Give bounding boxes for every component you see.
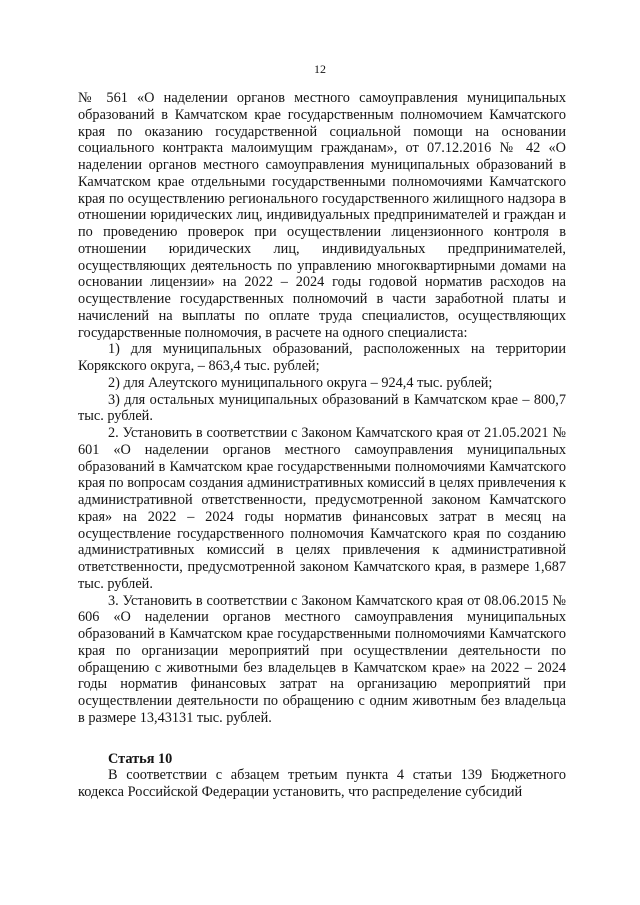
document-body — [78, 90, 566, 801]
list-item-koryak: 1) для муниципальных образований, расположенных на территории Корякского округа, – 863,4 тыс. рублей; — [78, 341, 566, 374]
paragraph-continuation: № 561 «О наделении органов местного самоуправления муниципальных образований в Камчатском крае государственным полномочием Камчатского края по оказанию государственной социальной помощи на основании социального контракта малоимущим гражданам», от 07.12.2016 № 42 «О наделении органов местного самоуправления муниципальных образований в Камчатском крае отдельными государственными полномочиями Камчатского края по осуществлению регионального государственного жилищного надзора в отношении юридических лиц, индивидуальных предпринимателей и граждан и по проведению проверок при осуществлении лицензионного контроля в отношении юридических лиц, индивидуальных предпринимателей, осуществляющих деятельность по управлению многоквартирными домами на основании лицензии» на 2022 – 2024 годы годовой норматив расходов на осуществление государственных полномочий в части заработной платы и начислений на выплаты по оплате труда специалистов, осуществляющих государственные полномочия, в расчете на одного специалиста: — [78, 90, 566, 341]
page-number: 12 — [314, 62, 326, 76]
article-heading: Статья 10 — [108, 750, 173, 767]
list-item-aleut: 2) для Алеутского муниципального округа – 924,4 тыс. рублей; — [108, 374, 493, 391]
clause-3: 3. Установить в соответствии с Законом Камчатского края от 08.06.2015 № 606 «О наделении органов местного самоуправления муниципальных образований в Камчатском крае государственными полномочиями Камчатского края по организации мероприятий при осуществлении деятельности по обращению с животными без владельцев в Камчатском крае» на 2022 – 2024 годы норматив финансовых затрат на организацию мероприятий при осуществлении деятельности по обращению с одним животным без владельца в размере 13,43131 тыс. рублей. — [78, 592, 566, 726]
article-paragraph: В соответствии с абзацем третьим пункта 4 статьи 139 Бюджетного кодекса Российской Федерации установить, что распределение субсидий — [78, 767, 566, 800]
clause-2: 2. Установить в соответствии с Законом Камчатского края от 21.05.2021 № 601 «О наделении органов местного самоуправления муниципальных образований в Камчатском крае государственными полномочиями Камчатского края по вопросам создания административных комиссий в целях привлечения к административной ответственности, предусмотренной законом Камчатского края» на 2022 – 2024 годы норматив финансовых затрат в месяц на осуществление государственного полномочия Камчатского края по созданию административных комиссий в целях привлечения к административной ответственности, предусмотренной законом Камчатского края, в размере 1,687 тыс. рублей. — [78, 425, 566, 592]
list-item-other: 3) для остальных муниципальных образований в Камчатском крае – 800,7 тыс. рублей. — [78, 391, 566, 425]
